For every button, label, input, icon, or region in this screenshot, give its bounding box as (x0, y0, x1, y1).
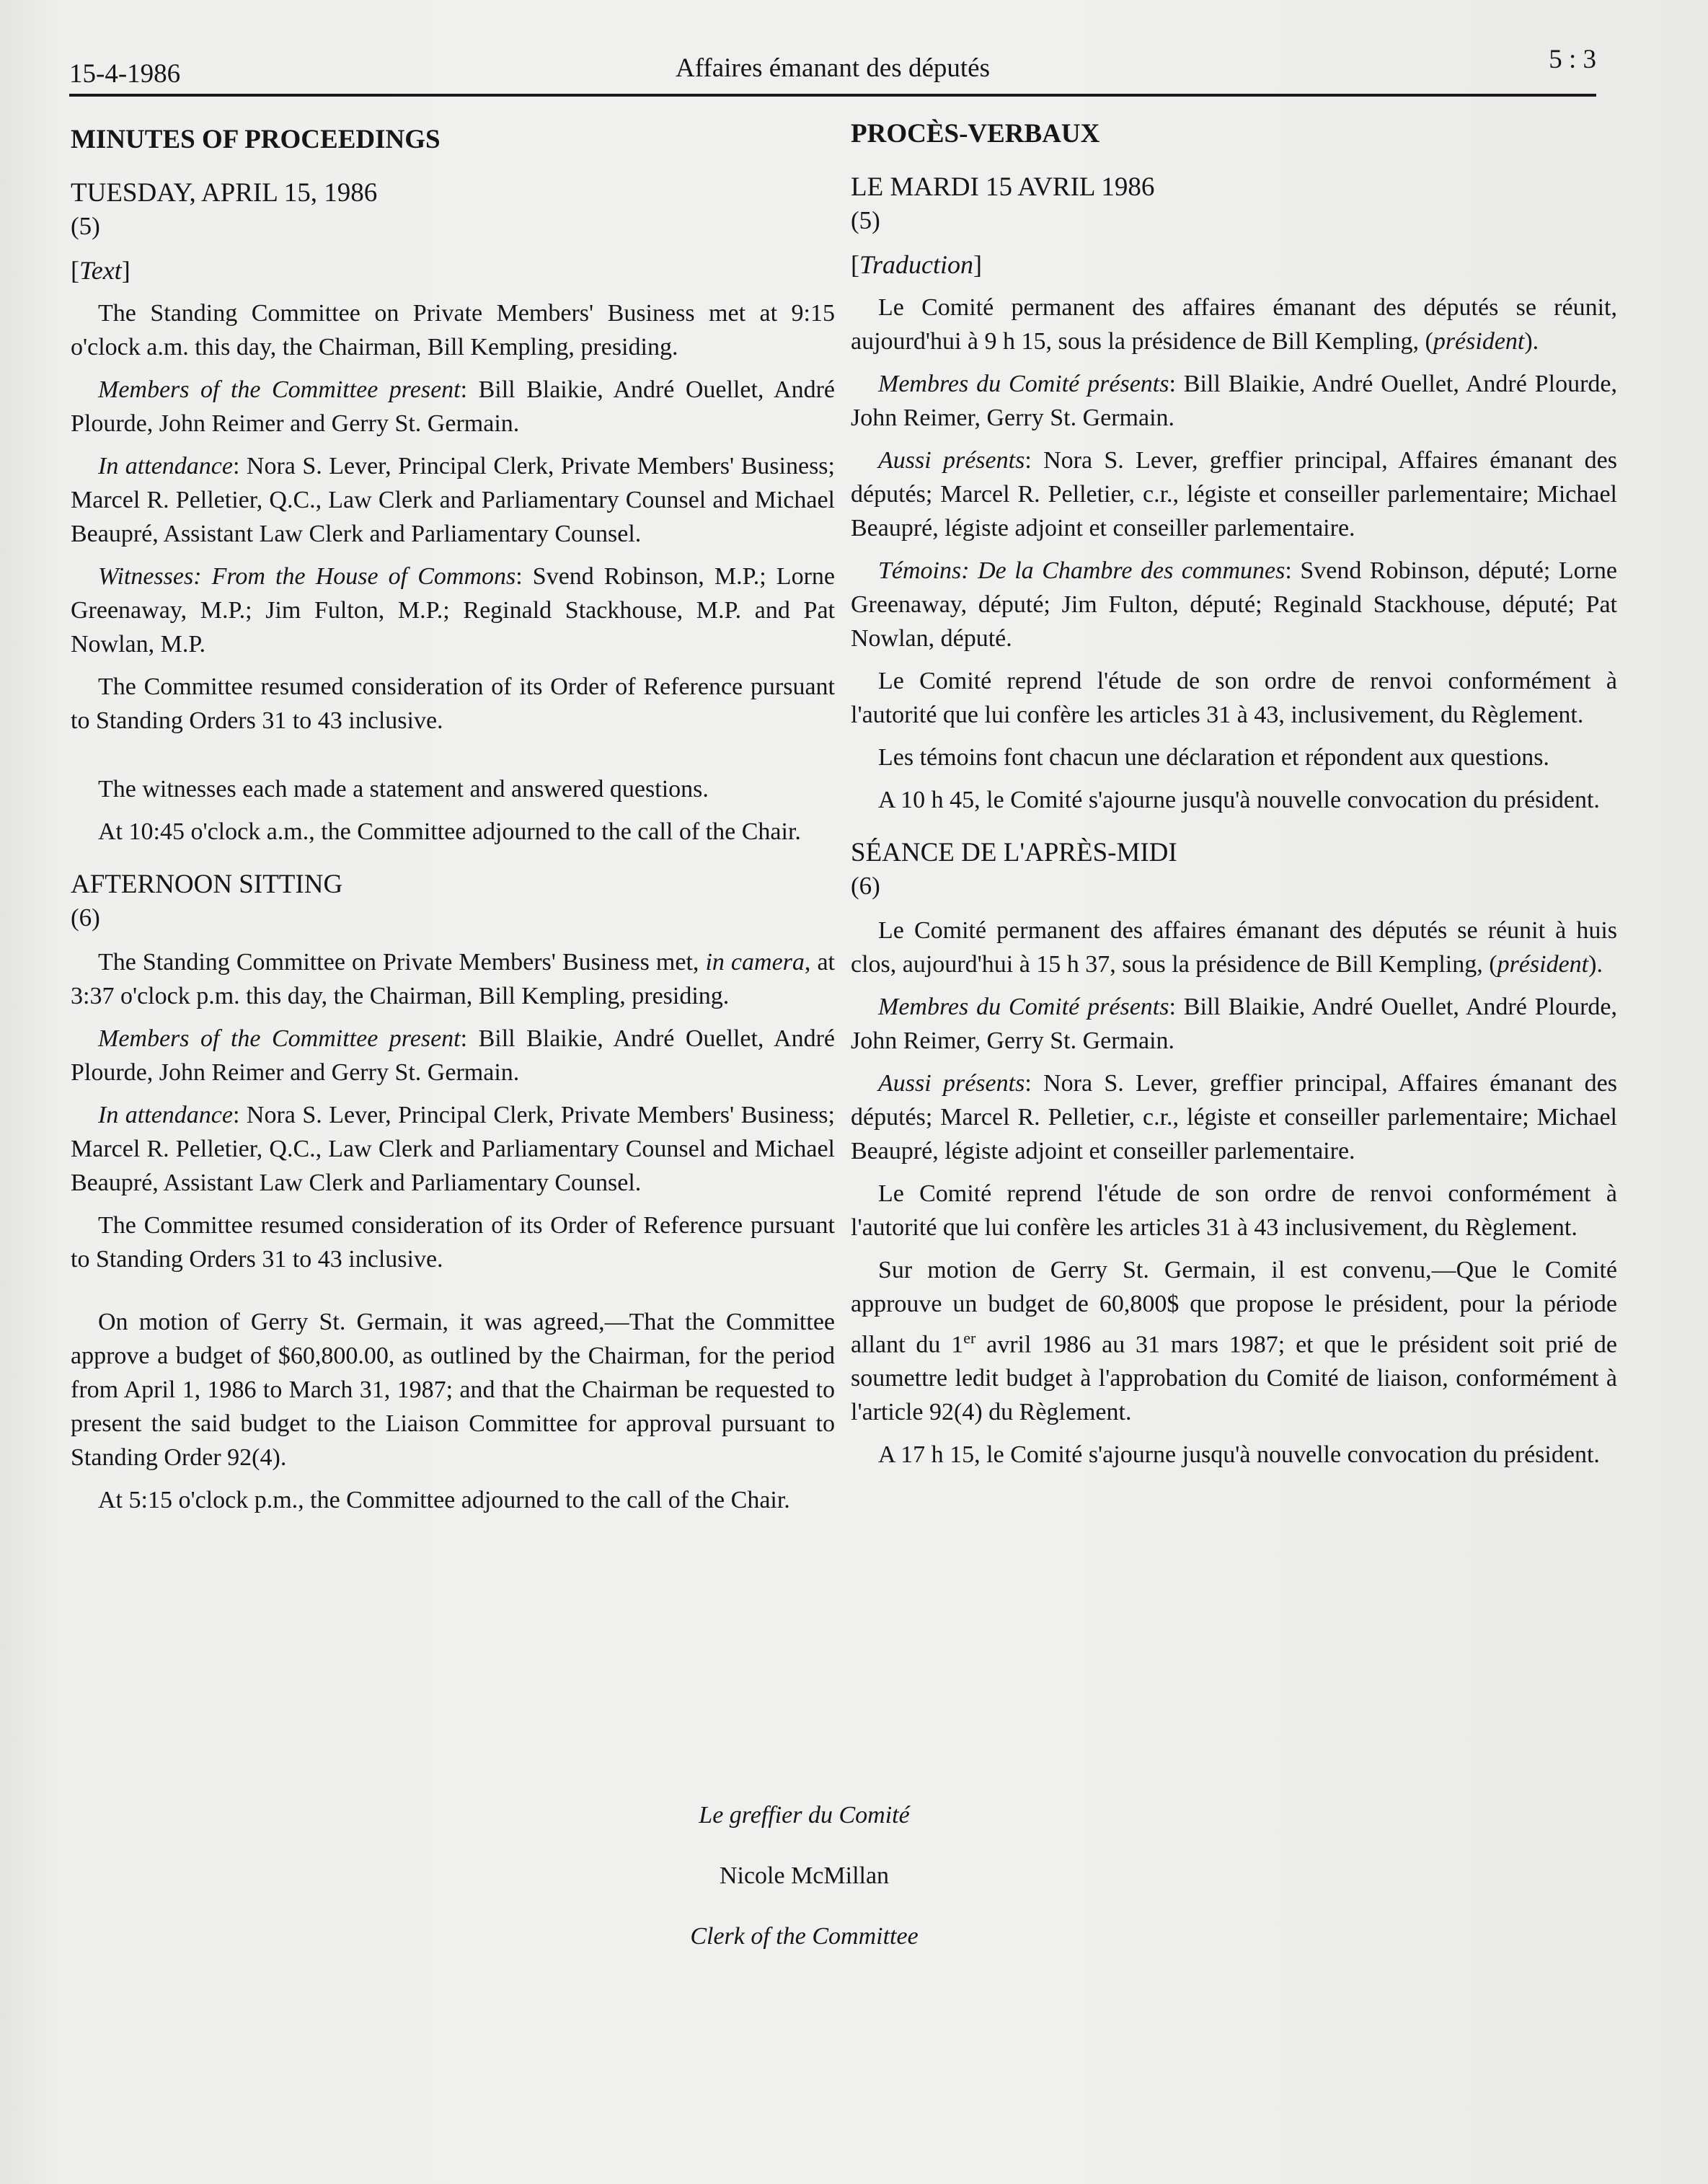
afternoon-attendance-en (71, 1098, 835, 1200)
signature-name: Nicole McMillan (719, 1862, 890, 1889)
witnesses-list-en: : Svend Robinson, M.P.; Lorne Greenaway, M.P.; Jim Fulton, M.P.; Reginald Stackhouse, M.P. and Pat Nowlan, M.P. (71, 563, 835, 658)
afternoon-opening-fr-b: ). (1588, 951, 1603, 978)
morning-heading-en: TUESDAY, APRIL 15, 1986 (71, 178, 378, 208)
language-tag-en: [Text] (71, 256, 130, 285)
morning-witnesses-fr (851, 554, 1617, 655)
afternoon-members-list-fr: : Bill Blaikie, André Ouellet, André Plourde, John Reimer, Gerry St. Germain. (851, 994, 1617, 1054)
attendance-label-fr: Aussi présents (878, 447, 1025, 474)
morning-members-fr (851, 367, 1617, 435)
morning-attendance-en (71, 449, 835, 551)
morning-statements-fr: Les témoins font chacun une déclaration et répondent aux questions. (878, 744, 1549, 771)
morning-members-en (71, 373, 835, 441)
morning-adjourn-en: At 10:45 o'clock a.m., the Committee adjourned to the call of the Chair. (98, 818, 801, 845)
afternoon-opening-en-a: The Standing Committee on Private Members' Business met, (98, 949, 706, 976)
witnesses-label-fr: Témoins (878, 557, 962, 584)
morning-attendance-fr (851, 443, 1617, 545)
afternoon-attendance-label-fr: Aussi présents (878, 1070, 1025, 1097)
afternoon-opening-fr (851, 914, 1617, 981)
morning-statements-en: The witnesses each made a statement and answered questions. (98, 776, 709, 803)
header-page-number: 5 : 3 (1549, 45, 1596, 74)
afternoon-opening-fr-a: Le Comité permanent des affaires émanant des députés se réunit à huis clos, aujourd'hui à 15 h 37, sous la présidence de Bill Kempling, ( (851, 917, 1617, 978)
afternoon-motion-fr (851, 1253, 1617, 1429)
morning-opening-fr-a: Le Comité permanent des affaires émanant des députés se réunit, aujourd'hui à 9 h 15, sous la présidence de Bill Kempling, ( (851, 294, 1617, 355)
morning-number-en: (5) (71, 212, 100, 240)
french-column (851, 119, 1617, 1480)
witnesses-from-en: : From the House of Commons (193, 563, 516, 590)
afternoon-members-label-fr: Membres du Comité présents (878, 994, 1169, 1020)
witnesses-list-fr: : Svend Robinson, député; Lorne Greenaway, député; Jim Fulton, député; Reginald Stackhouse, député; Pat Nowlan, député. (851, 557, 1617, 652)
signature-title-en: Clerk of the Committee (690, 1923, 919, 1950)
attendance-list-fr: : Nora S. Lever, greffier principal, Affaires émanant des députés; Marcel R. Pelletier, c.r., légiste et conseiller parlementaire; Michael Beaupré, légiste adjoint et conseiller parlementaire. (851, 447, 1617, 541)
afternoon-opening-en (71, 945, 835, 1013)
afternoon-attendance-list-fr: : Nora S. Lever, greffier principal, Affaires émanant des députés; Marcel R. Pelletier, c.r., légiste et conseiller parlementaire; Michael Beaupré, légiste adjoint et conseiller parlementaire. (851, 1070, 1617, 1164)
signature-title-fr: Le greffier du Comité (699, 1802, 910, 1829)
header-date: 15-4-1986 (69, 59, 181, 89)
morning-reference-en: The Committee resumed consideration of its Order of Reference pursuant to Standing Orders 31 to 43 inclusive. (71, 673, 835, 734)
attendance-label-en: In attendance (98, 453, 233, 479)
morning-opening-fr (851, 291, 1617, 358)
afternoon-members-label-en: Members of the Committee present (98, 1025, 461, 1052)
morning-opening-fr-italic: président (1433, 328, 1525, 355)
afternoon-opening-fr-italic: président (1497, 951, 1589, 978)
morning-opening-fr-b: ). (1524, 328, 1539, 355)
morning-number-fr: (5) (851, 206, 880, 234)
afternoon-members-list-en: : Bill Blaikie, André Ouellet, André Plourde, John Reimer and Gerry St. Germain. (71, 1025, 836, 1086)
afternoon-heading-en: AFTERNOON SITTING (71, 870, 343, 899)
afternoon-attendance-list-en: : Nora S. Lever, Principal Clerk, Private Members' Business; Marcel R. Pelletier, Q.C., Law Clerk and Parliamentary Counsel and Michael Beaupré, Assistant Law Clerk and Parliamentary Counsel. (71, 1102, 835, 1196)
members-label-en: Members of the Committee present (98, 376, 461, 403)
afternoon-reference-en: The Committee resumed consideration of its Order of Reference pursuant to Standing Orders 31 to 43 inclusive. (71, 1212, 835, 1273)
witnesses-label-en: Witnesses (98, 563, 194, 590)
morning-reference-fr: Le Comité reprend l'étude de son ordre de renvoi conformément à l'autorité que lui confère les articles 31 à 43, inclusivement, du Règlement. (851, 668, 1617, 728)
afternoon-motion-fr-sup: er (963, 1329, 976, 1347)
morning-witnesses-en (71, 560, 835, 661)
afternoon-heading-fr: SÉANCE DE L'APRÈS-MIDI (851, 838, 1177, 867)
section-title-fr: PROCÈS-VERBAUX (851, 119, 1100, 149)
witnesses-from-fr: : De la Chambre des communes (961, 557, 1286, 584)
afternoon-members-en (71, 1022, 835, 1089)
page-header (69, 33, 1596, 97)
afternoon-members-fr (851, 990, 1617, 1058)
afternoon-adjourn-fr: A 17 h 15, le Comité s'ajourne jusqu'à nouvelle convocation du président. (878, 1441, 1600, 1469)
afternoon-number-en: (6) (71, 903, 100, 932)
afternoon-motion-fr-b: avril 1986 au 31 mars 1987; et que le président soit prié de soumettre ledit budget à l'approbation du Comité de liaison, conformément à l'article 92(4) du Règlement. (851, 1331, 1617, 1426)
members-list-fr: : Bill Blaikie, André Ouellet, André Plourde, John Reimer, Gerry St. Germain. (851, 371, 1617, 431)
language-tag-text-en: Text (79, 256, 122, 285)
afternoon-opening-en-b: , at 3:37 o'clock p.m. this day, the Chairman, Bill Kempling, presiding. (71, 949, 835, 1009)
afternoon-motion-fr-a: Sur motion de Gerry St. Germain, il est convenu,—Que le Comité approuve un budget de 60,800$ que propose le président, pour la période allant du 1 (851, 1257, 1617, 1358)
english-column (71, 123, 835, 1526)
header-title: Affaires émanant des députés (676, 53, 990, 83)
afternoon-adjourn-en: At 5:15 o'clock p.m., the Committee adjourned to the call of the Chair. (98, 1487, 790, 1513)
afternoon-attendance-fr (851, 1066, 1617, 1168)
language-tag-fr: [Traduction] (851, 250, 983, 279)
afternoon-reference-fr: Le Comité reprend l'étude de son ordre de renvoi conformément à l'autorité que lui confère les articles 31 à 43 inclusivement, du Règlement. (851, 1180, 1617, 1241)
members-list-en: : Bill Blaikie, André Ouellet, André Plourde, John Reimer and Gerry St. Germain. (71, 376, 836, 437)
afternoon-attendance-label-en: In attendance (98, 1102, 233, 1128)
afternoon-opening-en-italic: in camera (705, 949, 805, 976)
language-tag-text-fr: Traduction (859, 250, 974, 279)
morning-opening-en: The Standing Committee on Private Members' Business met at 9:15 o'clock a.m. this day, the Chairman, Bill Kempling, presiding. (71, 300, 835, 361)
afternoon-number-fr: (6) (851, 872, 880, 900)
attendance-list-en: : Nora S. Lever, Principal Clerk, Private Members' Business; Marcel R. Pelletier, Q.C., Law Clerk and Parliamentary Counsel and Michael Beaupré, Assistant Law Clerk and Parliamentary Counsel. (71, 453, 835, 547)
section-title-en: MINUTES OF PROCEEDINGS (71, 125, 441, 154)
morning-heading-fr: LE MARDI 15 AVRIL 1986 (851, 172, 1155, 202)
signature-block (0, 1785, 1708, 1967)
afternoon-motion-en: On motion of Gerry St. Germain, it was agreed,—That the Committee approve a budget of $60,800.00, as outlined by the Chairman, for the period from April 1, 1986 to March 31, 1987; and that the Chairman be requested to present the said budget to the Liaison Committee for approval pursuant to Standing Order 92(4). (71, 1309, 835, 1471)
morning-adjourn-fr: A 10 h 45, le Comité s'ajourne jusqu'à nouvelle convocation du président. (878, 787, 1600, 813)
members-label-fr: Membres du Comité présents (878, 371, 1169, 397)
